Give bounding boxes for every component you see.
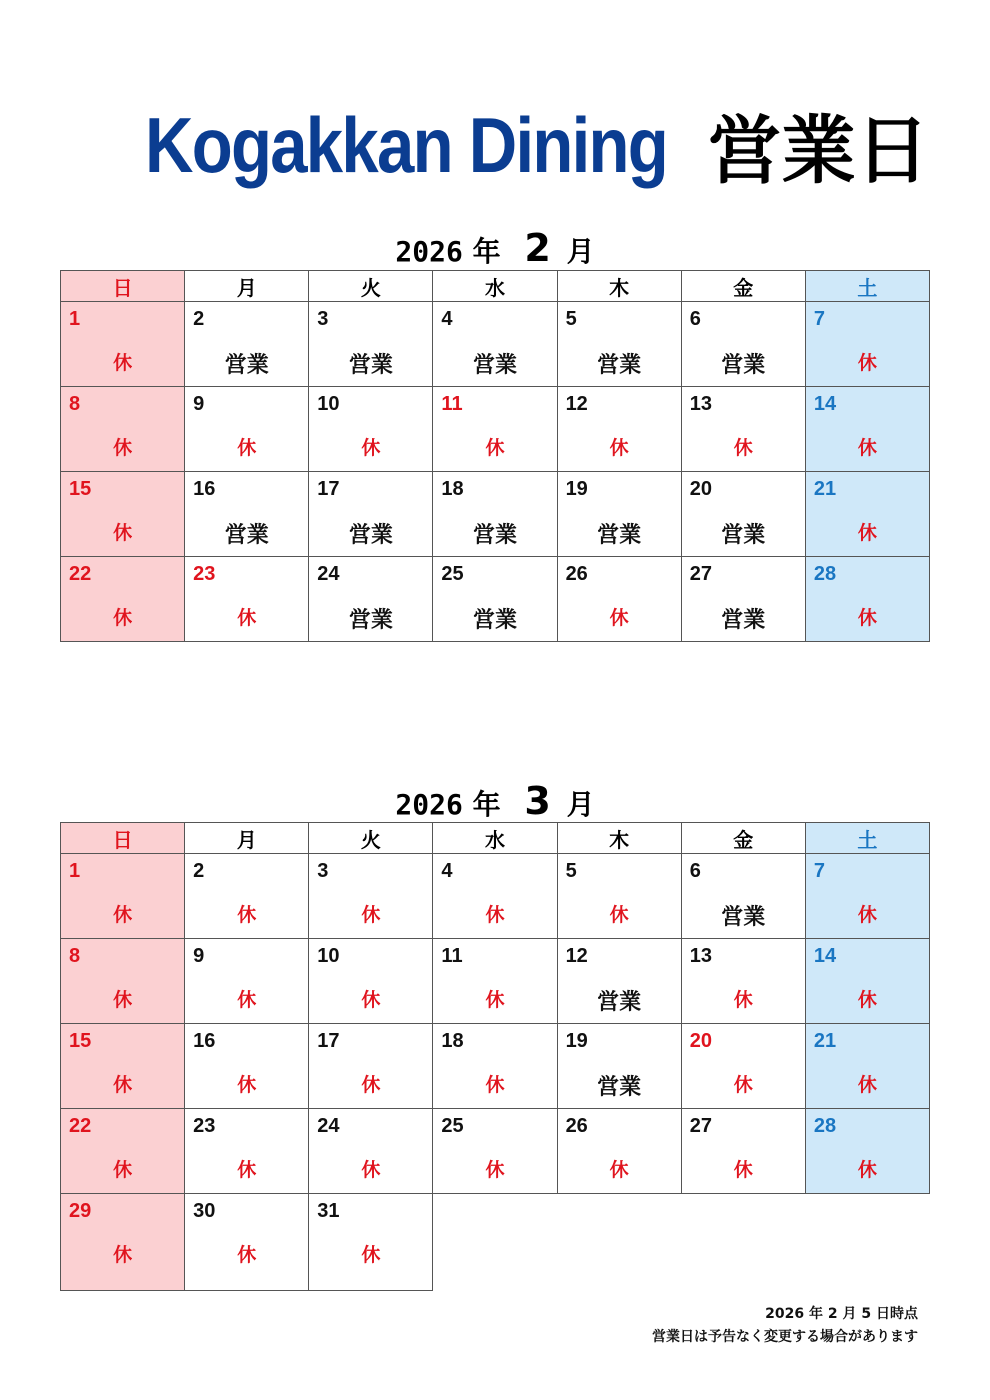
status-open: 営業 xyxy=(721,523,766,548)
calendar-day-cell xyxy=(681,939,805,1024)
day-number: 10 xyxy=(317,393,340,415)
day-number: 26 xyxy=(565,563,588,585)
calendar-day-cell xyxy=(681,557,805,642)
status-closed: 休 xyxy=(609,607,629,629)
calendar-day-cell xyxy=(185,387,309,472)
status-open: 営業 xyxy=(597,1075,642,1100)
day-number: 7 xyxy=(813,308,825,330)
day-number: 9 xyxy=(193,393,205,415)
month-number: 3 xyxy=(524,779,551,823)
day-number: 25 xyxy=(441,563,464,585)
weekday-header-row xyxy=(61,823,930,854)
change-notice: 営業日は予告なく変更する場合があります xyxy=(652,1329,918,1345)
day-number: 17 xyxy=(317,1030,340,1052)
status-closed: 休 xyxy=(485,437,505,459)
status-closed: 休 xyxy=(361,904,381,926)
day-number: 28 xyxy=(813,563,837,585)
calendar-day-cell xyxy=(557,1024,681,1109)
calendar-day-cell xyxy=(681,1109,805,1194)
day-number: 11 xyxy=(441,393,463,415)
weekday-header: 土 xyxy=(805,271,929,302)
day-number: 21 xyxy=(813,478,837,500)
month-number: 2 xyxy=(524,226,551,270)
calendar-day-cell xyxy=(61,387,185,472)
week-row xyxy=(61,939,930,1024)
status-closed: 休 xyxy=(113,437,133,459)
calendar-march xyxy=(60,822,930,1291)
day-number: 26 xyxy=(565,1115,588,1137)
empty-cell xyxy=(681,1194,805,1291)
calendar-day-cell xyxy=(309,472,433,557)
calendar-day-cell xyxy=(805,387,929,472)
day-number: 19 xyxy=(565,1030,588,1052)
calendar-day-cell xyxy=(557,1109,681,1194)
status-closed: 休 xyxy=(113,1159,133,1181)
status-open: 営業 xyxy=(597,353,642,378)
status-closed: 休 xyxy=(609,904,629,926)
calendar-day-cell xyxy=(557,939,681,1024)
status-closed: 休 xyxy=(609,437,629,459)
day-number: 20 xyxy=(689,1030,712,1052)
weekday-header-row xyxy=(61,271,930,302)
status-closed: 休 xyxy=(857,607,877,629)
status-open: 営業 xyxy=(224,353,269,378)
status-closed: 休 xyxy=(113,607,133,629)
year-label: 2026 xyxy=(395,788,463,821)
calendar-day-cell xyxy=(309,387,433,472)
calendar-day-cell xyxy=(805,939,929,1024)
day-number: 27 xyxy=(689,1115,712,1137)
calendar-day-cell xyxy=(681,472,805,557)
weekday-header: 金 xyxy=(681,823,805,854)
status-closed: 休 xyxy=(361,989,381,1011)
weekday-header: 火 xyxy=(309,823,433,854)
day-number: 16 xyxy=(193,1030,216,1052)
day-number: 30 xyxy=(193,1200,216,1222)
month-heading-february xyxy=(0,226,990,270)
status-open: 営業 xyxy=(472,523,517,548)
status-open: 営業 xyxy=(721,905,766,930)
calendar-day-cell xyxy=(557,302,681,387)
status-closed: 休 xyxy=(237,989,257,1011)
calendar-day-cell xyxy=(433,302,557,387)
month-suffix: 月 xyxy=(566,235,595,268)
status-closed: 休 xyxy=(485,1074,505,1096)
day-number: 22 xyxy=(69,563,92,585)
status-closed: 休 xyxy=(857,904,877,926)
calendar-day-cell xyxy=(433,387,557,472)
day-number: 3 xyxy=(317,860,329,882)
weekday-header: 月 xyxy=(185,823,309,854)
day-number: 9 xyxy=(193,945,205,967)
day-number: 1 xyxy=(69,308,81,330)
calendar-day-cell xyxy=(805,472,929,557)
status-open: 営業 xyxy=(224,523,269,548)
status-closed: 休 xyxy=(113,352,133,374)
calendar-day-cell xyxy=(433,854,557,939)
year-label: 2026 xyxy=(395,235,463,268)
weekday-header: 水 xyxy=(433,823,557,854)
calendar-day-cell xyxy=(805,1109,929,1194)
status-closed: 休 xyxy=(237,904,257,926)
calendar-day-cell xyxy=(681,387,805,472)
day-number: 8 xyxy=(69,945,81,967)
day-number: 17 xyxy=(317,478,340,500)
weekday-header: 木 xyxy=(557,271,681,302)
day-number: 10 xyxy=(317,945,340,967)
day-number: 4 xyxy=(441,308,453,330)
calendar-day-cell xyxy=(433,557,557,642)
calendar-day-cell xyxy=(309,939,433,1024)
status-closed: 休 xyxy=(733,1159,753,1181)
empty-cell xyxy=(557,1194,681,1291)
weekday-header: 金 xyxy=(681,271,805,302)
calendar-day-cell xyxy=(61,1194,185,1291)
status-closed: 休 xyxy=(857,437,877,459)
status-open: 営業 xyxy=(472,608,517,633)
day-number: 24 xyxy=(317,1115,340,1137)
calendar-day-cell xyxy=(557,387,681,472)
calendar-day-cell xyxy=(185,1109,309,1194)
day-number: 1 xyxy=(69,860,81,882)
weekday-header: 日 xyxy=(61,823,185,854)
status-closed: 休 xyxy=(113,1244,133,1266)
calendar-day-cell xyxy=(61,302,185,387)
day-number: 4 xyxy=(441,860,453,882)
status-closed: 休 xyxy=(361,437,381,459)
calendar-day-cell xyxy=(557,472,681,557)
status-closed: 休 xyxy=(857,1159,877,1181)
status-closed: 休 xyxy=(113,989,133,1011)
calendar-day-cell xyxy=(61,472,185,557)
calendar-day-cell xyxy=(557,854,681,939)
weekday-header: 月 xyxy=(185,271,309,302)
week-row xyxy=(61,557,930,642)
day-number: 12 xyxy=(565,393,588,415)
title-business-days: 営業日 xyxy=(707,108,930,194)
day-number: 31 xyxy=(317,1200,340,1222)
day-number: 8 xyxy=(69,393,81,415)
calendar-day-cell xyxy=(309,1109,433,1194)
calendar-day-cell xyxy=(185,472,309,557)
calendar-day-cell xyxy=(805,557,929,642)
month-heading-march xyxy=(0,779,990,823)
calendar-day-cell xyxy=(433,939,557,1024)
day-number: 13 xyxy=(689,393,712,415)
day-number: 2 xyxy=(193,860,205,882)
calendar-day-cell xyxy=(185,1024,309,1109)
weekday-header: 木 xyxy=(557,823,681,854)
calendar-day-cell xyxy=(309,302,433,387)
year-suffix: 年 xyxy=(472,788,501,821)
calendar-day-cell xyxy=(309,557,433,642)
status-closed: 休 xyxy=(485,904,505,926)
calendar-day-cell xyxy=(61,854,185,939)
calendar-day-cell xyxy=(681,854,805,939)
calendar-day-cell xyxy=(185,1194,309,1291)
calendar-day-cell xyxy=(557,557,681,642)
status-open: 営業 xyxy=(597,523,642,548)
status-open: 営業 xyxy=(721,608,766,633)
status-closed: 休 xyxy=(857,1074,877,1096)
calendar-day-cell xyxy=(185,557,309,642)
status-closed: 休 xyxy=(485,989,505,1011)
day-number: 27 xyxy=(689,563,712,585)
calendar-day-cell xyxy=(805,302,929,387)
calendar-day-cell xyxy=(309,854,433,939)
status-closed: 休 xyxy=(237,1159,257,1181)
brand-name: Kogakkan Dining xyxy=(145,100,668,189)
calendar-day-cell xyxy=(61,939,185,1024)
calendar-day-cell xyxy=(185,854,309,939)
status-closed: 休 xyxy=(361,1074,381,1096)
day-number: 23 xyxy=(193,563,216,585)
calendar-day-cell xyxy=(61,557,185,642)
day-number: 7 xyxy=(813,860,825,882)
status-closed: 休 xyxy=(237,437,257,459)
empty-cell xyxy=(805,1194,929,1291)
day-number: 14 xyxy=(813,945,837,967)
status-closed: 休 xyxy=(733,989,753,1011)
calendar-day-cell xyxy=(185,302,309,387)
calendar-day-cell xyxy=(185,939,309,1024)
day-number: 20 xyxy=(689,478,712,500)
status-closed: 休 xyxy=(237,1244,257,1266)
day-number: 13 xyxy=(689,945,712,967)
day-number: 6 xyxy=(689,860,701,882)
weekday-header: 火 xyxy=(309,271,433,302)
calendar-day-cell xyxy=(309,1024,433,1109)
calendar-day-cell xyxy=(681,1024,805,1109)
day-number: 21 xyxy=(813,1030,837,1052)
status-open: 営業 xyxy=(597,990,642,1015)
calendar-day-cell xyxy=(61,1109,185,1194)
day-number: 25 xyxy=(441,1115,464,1137)
month-suffix: 月 xyxy=(566,788,595,821)
status-closed: 休 xyxy=(733,437,753,459)
status-closed: 休 xyxy=(237,607,257,629)
status-closed: 休 xyxy=(361,1159,381,1181)
day-number: 15 xyxy=(69,1030,92,1052)
day-number: 19 xyxy=(565,478,588,500)
week-row xyxy=(61,302,930,387)
calendar-day-cell xyxy=(433,1024,557,1109)
week-row xyxy=(61,472,930,557)
day-number: 29 xyxy=(69,1200,92,1222)
week-row xyxy=(61,1109,930,1194)
calendar-day-cell xyxy=(805,854,929,939)
status-closed: 休 xyxy=(237,1074,257,1096)
day-number: 15 xyxy=(69,478,92,500)
day-number: 28 xyxy=(813,1115,837,1137)
calendar-day-cell xyxy=(805,1024,929,1109)
calendar-february xyxy=(60,270,930,642)
status-open: 営業 xyxy=(721,353,766,378)
day-number: 23 xyxy=(193,1115,216,1137)
status-open: 営業 xyxy=(348,608,393,633)
day-number: 3 xyxy=(317,308,329,330)
calendar-day-cell xyxy=(681,302,805,387)
calendar-day-cell xyxy=(309,1194,433,1291)
day-number: 12 xyxy=(565,945,588,967)
status-closed: 休 xyxy=(113,904,133,926)
status-closed: 休 xyxy=(113,522,133,544)
week-row xyxy=(61,387,930,472)
status-closed: 休 xyxy=(361,1244,381,1266)
day-number: 22 xyxy=(69,1115,92,1137)
page-title xyxy=(0,92,990,198)
weekday-header: 水 xyxy=(433,271,557,302)
day-number: 16 xyxy=(193,478,216,500)
status-closed: 休 xyxy=(113,1074,133,1096)
day-number: 18 xyxy=(441,1030,464,1052)
status-closed: 休 xyxy=(485,1159,505,1181)
status-open: 営業 xyxy=(348,523,393,548)
day-number: 2 xyxy=(193,308,205,330)
status-open: 営業 xyxy=(348,353,393,378)
week-row xyxy=(61,1194,930,1291)
day-number: 18 xyxy=(441,478,464,500)
week-row xyxy=(61,1024,930,1109)
year-suffix: 年 xyxy=(472,235,501,268)
status-closed: 休 xyxy=(857,522,877,544)
calendar-day-cell xyxy=(433,1109,557,1194)
status-closed: 休 xyxy=(857,989,877,1011)
status-open: 営業 xyxy=(472,353,517,378)
weekday-header: 土 xyxy=(805,823,929,854)
empty-cell xyxy=(433,1194,557,1291)
day-number: 11 xyxy=(441,945,463,967)
week-row xyxy=(61,854,930,939)
day-number: 6 xyxy=(689,308,701,330)
status-closed: 休 xyxy=(733,1074,753,1096)
calendar-day-cell xyxy=(61,1024,185,1109)
calendar-day-cell xyxy=(433,472,557,557)
weekday-header: 日 xyxy=(61,271,185,302)
day-number: 14 xyxy=(813,393,837,415)
day-number: 24 xyxy=(317,563,340,585)
as-of-date: 2026 年 2 月 5 日時点 xyxy=(765,1306,918,1322)
day-number: 5 xyxy=(565,860,577,882)
day-number: 5 xyxy=(565,308,577,330)
status-closed: 休 xyxy=(857,352,877,374)
status-closed: 休 xyxy=(609,1159,629,1181)
